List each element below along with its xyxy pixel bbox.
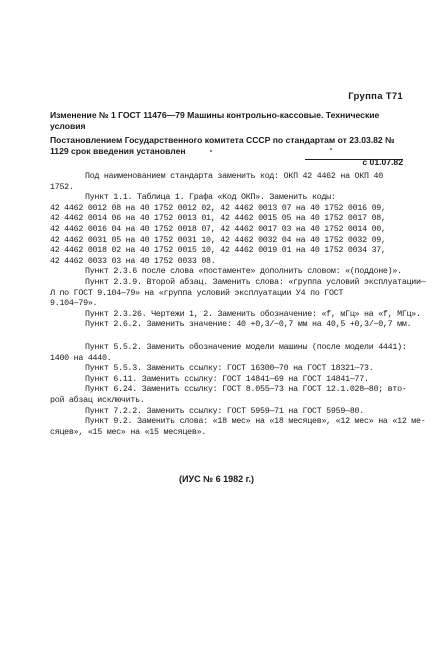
- scan-speck: [330, 148, 332, 150]
- scan-speck: [210, 150, 212, 152]
- text-line: Пункт 9.2. Заменить слова: «18 мес» на «18 месяцев», «12 мес» на «12 ме-: [85, 417, 426, 427]
- text-line: сяцев», «15 мес» на «15 месяцев».: [50, 427, 207, 437]
- effective-date: с 01.07.82: [362, 157, 403, 167]
- text-line: Пункт 2.3.9. Второй абзац. Заменить слова: «группа условий эксплуатации—: [85, 277, 426, 287]
- text-line: Л по ГОСТ 9.104—79» на «группа условий эксплуатации У4 по ГОСТ: [50, 288, 344, 298]
- text-line: Пункт 2.3.6 после слова «постаменте» дополнить словом: «(поддоне)».: [85, 267, 402, 277]
- text-line: Пункт 6.11. Заменить ссылку: ГОСТ 14841—69 на ГОСТ 14841—77.: [85, 374, 369, 384]
- text-line: Пункт 5.5.3. Заменить ссылку: ГОСТ 16300—70 на ГОСТ 18321—73.: [85, 364, 374, 374]
- text-line: 42 4462 0033 03 на 40 1752 0033 08.: [50, 256, 216, 266]
- text-line: Пункт 2.3.26. Чертежи 1, 2. Заменить обозначение: «f, мГц» на «f, МГц».: [85, 309, 421, 319]
- text-line: Пункт 5.5.2. Заменить обозначение модели машины (после модели 4441):: [85, 343, 407, 352]
- text-line: 9.104—79».: [50, 299, 98, 309]
- body-block-2: [50, 343, 425, 438]
- text-line: 42 4462 0012 08 на 40 1752 0012 02, 42 4462 0013 07 на 40 1752 0016 09,: [50, 203, 386, 213]
- text-line: Пункт 7.2.2. Заменить ссылку: ГОСТ 5959—71 на ГОСТ 5959—80.: [85, 406, 365, 416]
- text-line: Пункт 1.1. Таблица 1. Графа «Код ОКП». Заменить коды:: [85, 193, 336, 203]
- group-label: Группа Т71: [348, 91, 403, 102]
- text-line: Под наименованием стандарта заменить код: ОКП 42 4462 на ОКП 40: [85, 172, 383, 181]
- text-line: 42 4462 0018 02 на 40 1752 0015 10, 42 4462 0019 01 на 40 1752 0034 37,: [50, 246, 386, 256]
- text-line: 42 4462 0016 04 на 40 1752 0018 07, 42 4462 0017 03 на 40 1752 0014 00,: [50, 224, 386, 234]
- text-line: 42 4462 0031 05 на 40 1752 0031 10, 42 4462 0032 04 на 40 1752 0032 09,: [50, 235, 386, 245]
- text-line: 42 4462 0014 06 на 40 1752 0013 01, 42 4462 0015 05 на 40 1752 0017 08,: [50, 214, 386, 224]
- text-line: 1400 на 4440.: [50, 353, 112, 363]
- decree-text: Постановлением Государственного комитета СССР по стандартам от 23.03.82 № 1129 срок введения установлен: [50, 135, 395, 156]
- body-block-1: [50, 172, 425, 331]
- text-line: 1752.: [50, 182, 74, 192]
- text-line: Пункт 2.6.2. Заменить значение: 40 +0,3/−0,7 мм на 40,5 +0,3/−0,7 мм.: [85, 320, 412, 330]
- text-line: Пункт 6.24. Заменить ссылку: ГОСТ 8.055—73 на ГОСТ 12.1.028—80; вто-: [85, 385, 407, 395]
- source-reference: (ИУС № 6 1982 г.): [179, 474, 254, 484]
- text-line: рой абзац исключить.: [50, 395, 145, 405]
- amendment-title: Изменение № 1 ГОСТ 11476—79 Машины контрольно-кассовые. Технические условия: [50, 110, 380, 131]
